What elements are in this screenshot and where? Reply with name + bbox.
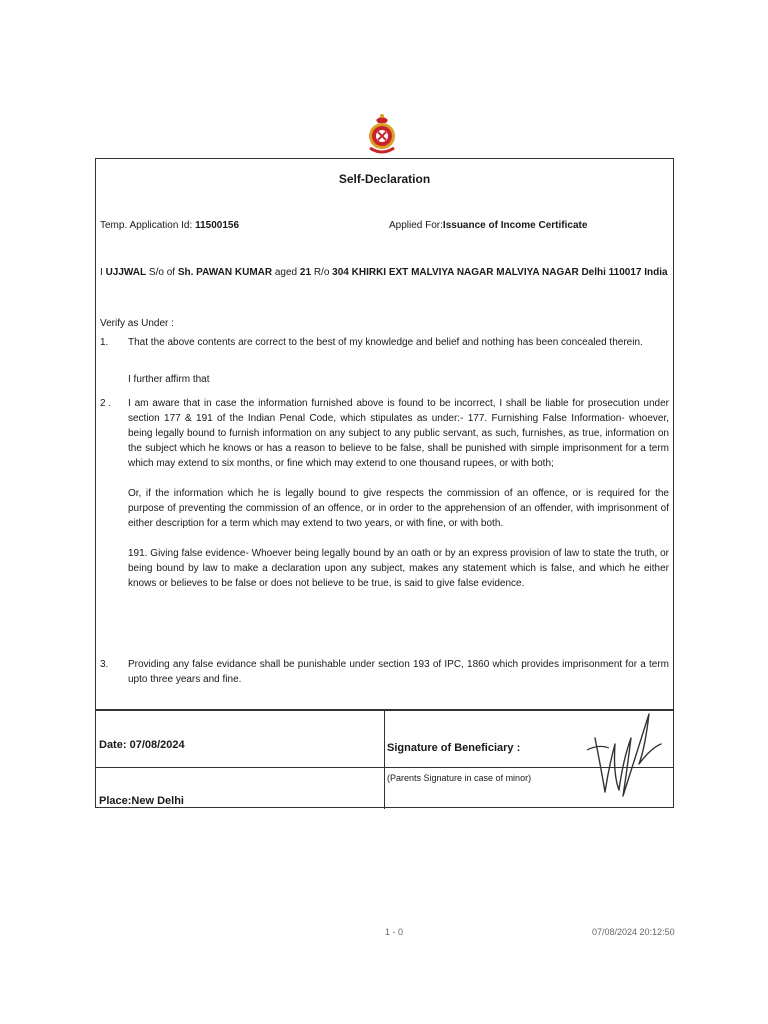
clause-3: 3. Providing any false evidance shall be punishable under section 193 of IPC, 1860 which provides imprisonment for a term upto three years and fine. bbox=[100, 659, 669, 685]
police-emblem-icon bbox=[362, 112, 402, 156]
handwritten-signature bbox=[565, 708, 665, 806]
parent-name: Sh. PAWAN KUMAR bbox=[177, 267, 273, 278]
footer-page-number: 1 - 0 bbox=[385, 927, 404, 937]
footer-timestamp: 07/08/2024 20:12:50 bbox=[592, 927, 675, 937]
applied-for: Applied For:Issuance of Income Certificate bbox=[389, 220, 588, 231]
declarant-address: 304 KHIRKI EXT MALVIYA NAGAR MALVIYA NAGAR Delhi 110017 India bbox=[332, 267, 668, 278]
declarant-name: UJJWAL bbox=[105, 267, 147, 278]
date-cell: Date: 07/08/2024 bbox=[96, 711, 385, 768]
clause-2: 2 . I am aware that in case the information furnished above is found to be incorrect, I shall be liable for prosecution under section 177 & 191 of the Indian Penal Code, which stipulates as under:- 177. Furnishing False Information- whoever, being legally bound to furnish information on any subject to any public servant, as such, furnishes, as true, information on the subject which he knows or has a reason to believe to be false, shall be punished with simple imprisonment for a term which may extend to six months, or fine which may extend to one thousand rupees, or with both; Or, if the information which he is legally bound to give respects the commission of an offence, or is required for the purpose of preventing the commission of an offence, or in order to the apprehension of an offender, with imprisonment of either description for a term which may extend to two years, or with fine, or with both. 191. Giving false evidence- Whoever being legally bound by an oath or by an express provision of law to state the truth, or being bound by law to make a declaration upon any subject, makes any statement which is false, and which he either knows or believes to be false or does not believe to be true, is said to give false evidence. bbox=[100, 398, 669, 589]
declaration-date: 07/08/2024 bbox=[129, 739, 185, 751]
clause-1: 1. That the above contents are correct to the best of my knowledge and belief and nothing has been concealed therein. bbox=[100, 337, 643, 348]
parent-signature-note: (Parents Signature in case of minor) bbox=[387, 773, 532, 783]
declarant-age: 21 bbox=[299, 267, 312, 278]
document-title: Self-Declaration bbox=[338, 172, 431, 186]
place-cell: Place:New Delhi bbox=[96, 767, 385, 809]
declarant-statement: I UJJWAL S/o of Sh. PAWAN KUMAR aged 21 R/o 304 KHIRKI EXT MALVIYA NAGAR MALVIYA NAGAR Delhi 110017 India bbox=[100, 267, 668, 278]
verify-heading: Verify as Under : bbox=[100, 318, 174, 329]
affirm-text: I further affirm that bbox=[128, 374, 210, 385]
declaration-place: New Delhi bbox=[131, 795, 184, 807]
signature-label: Signature of Beneficiary : bbox=[387, 742, 521, 754]
application-id: Temp. Application Id: 11500156 bbox=[100, 220, 240, 231]
